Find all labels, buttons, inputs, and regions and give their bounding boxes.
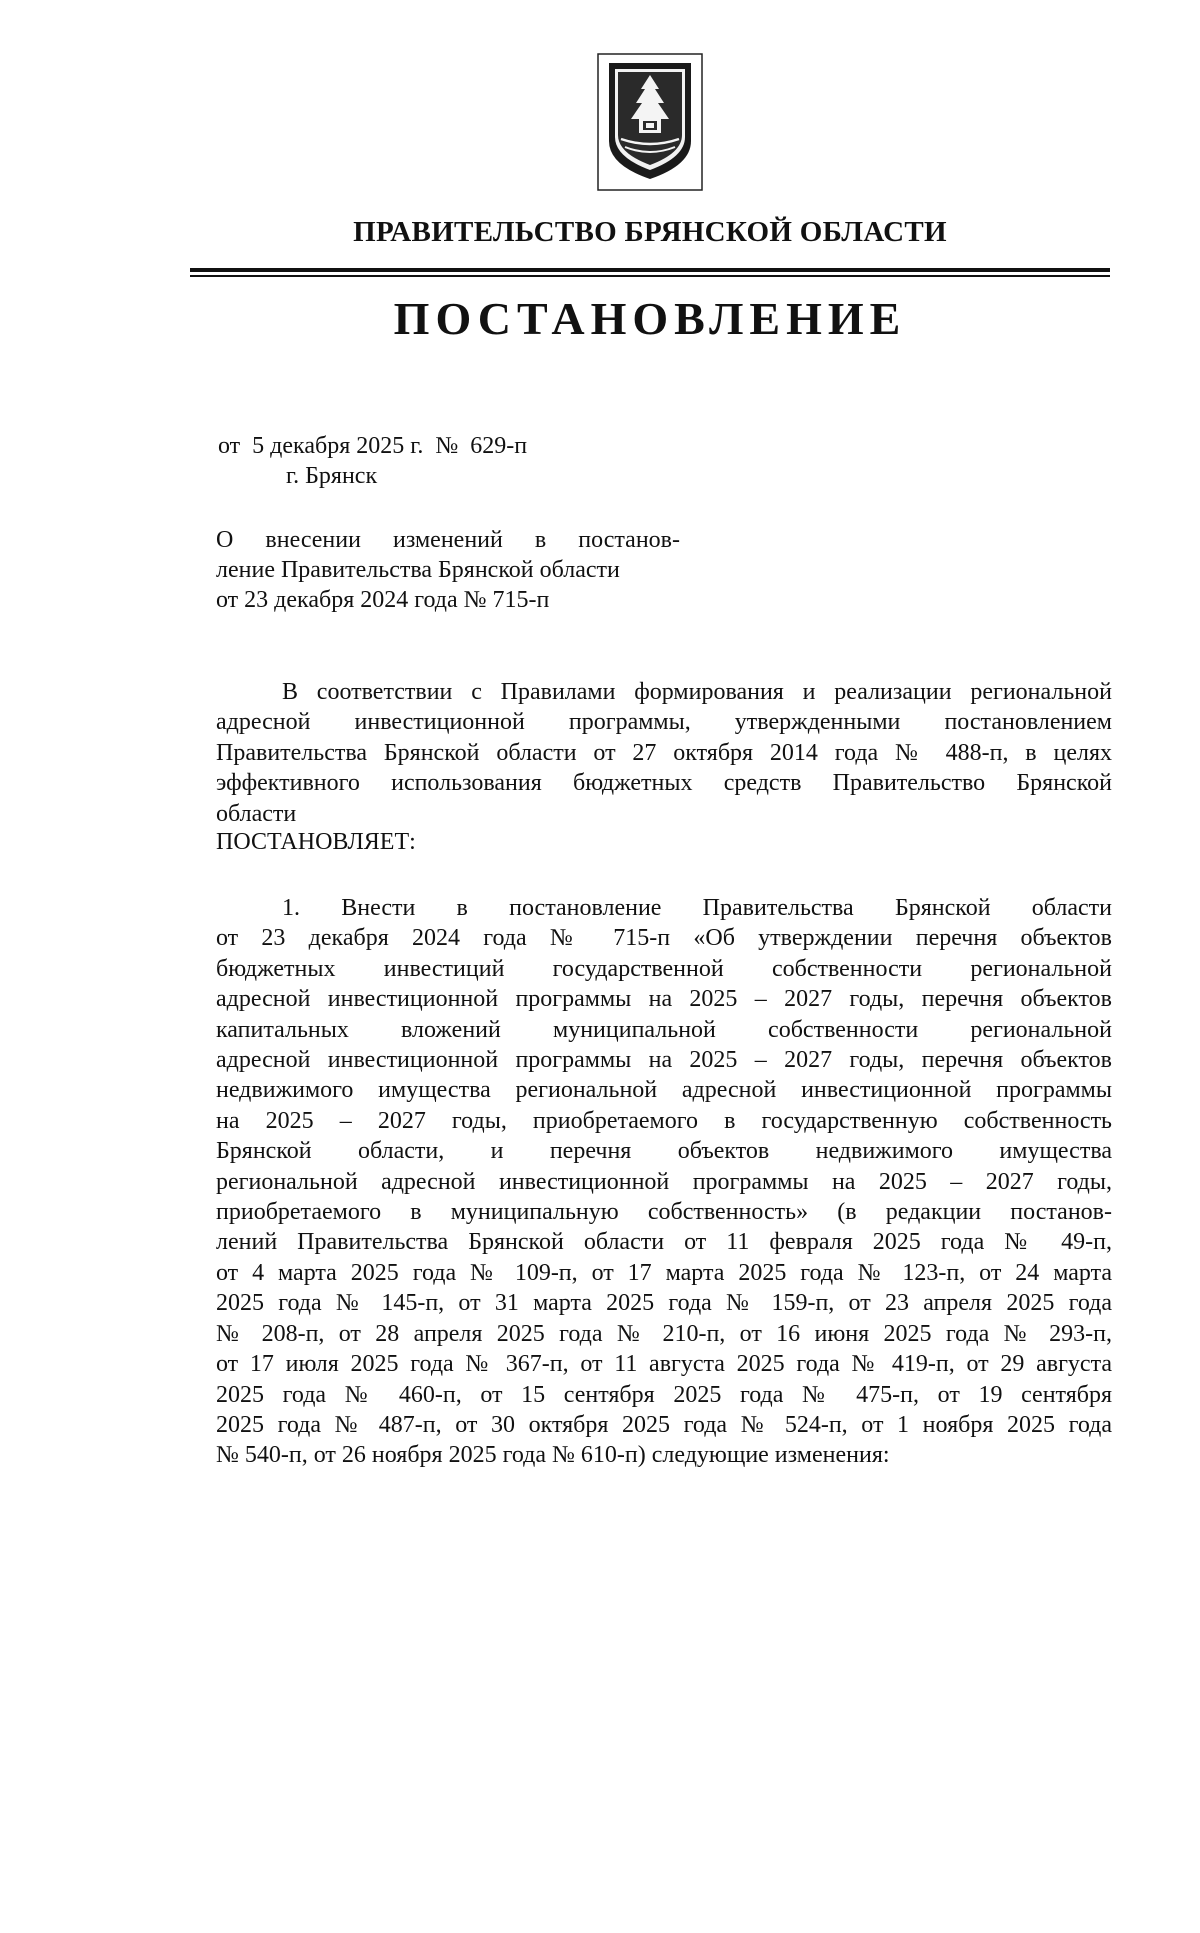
- paragraph-line: Правительства Брянской области от 27 октября 2014 года № 488-п, в целях: [216, 739, 1112, 766]
- item-1-paragraph: [216, 893, 1112, 1471]
- header-rule-thick: [190, 268, 1110, 272]
- document-type-title: ПОСТАНОВЛЕНИЕ: [393, 293, 907, 344]
- paragraph-line: 2025 года № 487-п, от 30 октября 2025 года № 524-п, от 1 ноября 2025 года: [216, 1411, 1112, 1438]
- document-date-number: от 5 декабря 2025 г. № 629-п: [218, 433, 528, 459]
- paragraph-line: адресной инвестиционной программы на 2025 – 2027 годы, перечня объектов: [216, 1047, 1112, 1074]
- subject-line: от 23 декабря 2024 года № 715-п: [216, 587, 550, 613]
- paragraph-line: лений Правительства Брянской области от 11 февраля 2025 года № 49-п,: [216, 1229, 1112, 1256]
- document-subject: [216, 525, 680, 615]
- paragraph-line: Брянской области, и перечня объектов недвижимого имущества: [216, 1138, 1112, 1165]
- paragraph-line: региональной адресной инвестиционной программы на 2025 – 2027 годы,: [216, 1168, 1112, 1195]
- paragraph-line: области: [216, 800, 297, 827]
- preamble-paragraph: [216, 677, 1112, 829]
- paragraph-line: эффективного использования бюджетных средств Правительство Брянской: [216, 770, 1112, 797]
- paragraph-line: В соответствии с Правилами формирования и реализации региональной: [282, 679, 1112, 705]
- paragraph-line: от 23 декабря 2024 года № 715-п «Об утверждении перечня объектов: [216, 925, 1112, 952]
- paragraph-line: 2025 года № 460-п, от 15 сентября 2025 года № 475-п, от 19 сентября: [216, 1381, 1112, 1408]
- paragraph-line: 2025 года № 145-п, от 31 марта 2025 года № 159-п, от 23 апреля 2025 года: [216, 1290, 1112, 1317]
- bryansk-coat-of-arms-icon: [597, 53, 703, 191]
- paragraph-line: № 208-п, от 28 апреля 2025 года № 210-п, от 16 июня 2025 года № 293-п,: [216, 1320, 1112, 1347]
- paragraph-line: бюджетных инвестиций государственной собственности региональной: [216, 955, 1112, 982]
- resolves-heading: ПОСТАНОВЛЯЕТ:: [216, 829, 416, 855]
- paragraph-line: приобретаемого в муниципальную собственность» (в редакции постанов-: [216, 1199, 1112, 1226]
- subject-line: ление Правительства Брянской области: [216, 557, 620, 583]
- paragraph-line: на 2025 – 2027 годы, приобретаемого в государственную собственность: [216, 1107, 1112, 1134]
- header-rule-thin: [190, 275, 1110, 277]
- paragraph-line: 1. Внести в постановление Правительства Брянской области: [282, 895, 1112, 921]
- paragraph-line: капитальных вложений муниципальной собственности региональной: [216, 1016, 1112, 1043]
- government-title: ПРАВИТЕЛЬСТВО БРЯНСКОЙ ОБЛАСТИ: [353, 216, 947, 248]
- paragraph-line: от 4 марта 2025 года № 109-п, от 17 марта 2025 года № 123-п, от 24 марта: [216, 1259, 1112, 1286]
- subject-line: О внесении изменений в постанов-: [216, 527, 680, 553]
- document-city: г. Брянск: [286, 463, 378, 489]
- paragraph-line: недвижимого имущества региональной адресной инвестиционной программы: [216, 1077, 1112, 1104]
- paragraph-line: № 540-п, от 26 ноября 2025 года № 610-п) следующие изменения:: [216, 1442, 890, 1469]
- paragraph-line: адресной инвестиционной программы на 2025 – 2027 годы, перечня объектов: [216, 986, 1112, 1013]
- paragraph-line: от 17 июля 2025 года № 367-п, от 11 августа 2025 года № 419-п, от 29 августа: [216, 1351, 1112, 1378]
- paragraph-line: адресной инвестиционной программы, утвержденными постановлением: [216, 709, 1112, 736]
